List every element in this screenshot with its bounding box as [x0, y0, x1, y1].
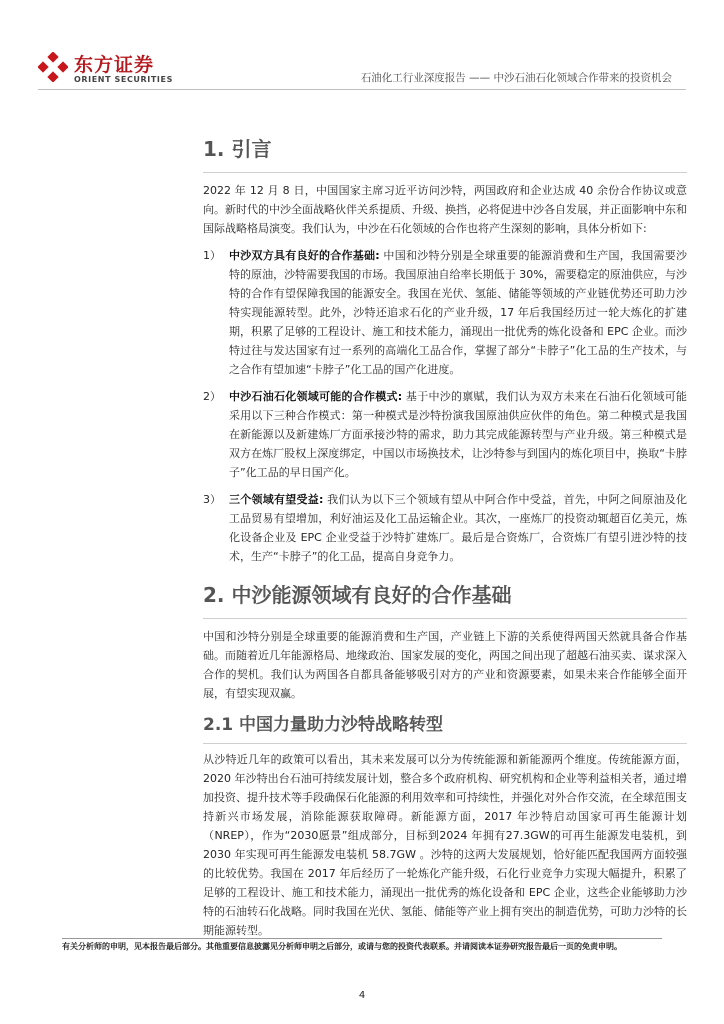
logo-chinese-name: 东方证券: [74, 54, 155, 76]
section-2-rule: [203, 618, 687, 619]
list-item: [203, 246, 687, 379]
section-1-intro: 2022 年 12 月 8 日，中国国家主席习近平访问沙特，两国政府和企业达成 40 余份合作协议或意向。新时代的中沙全面战略伙伴关系提质、升级、换挡，必将促进中沙各自发展，并正面影响中东和国际战略格局演变。我们认为，中沙在石化领域的合作也将产生深刻的影响，具体分析如下:: [203, 184, 687, 235]
report-title: 石油化工行业深度报告 —— 中沙石油石化领域合作带来的投资机会: [360, 72, 672, 84]
list-item-body: 中国和沙特分别是全球重要的能源消费和生产国，我国需要沙特的原油，沙特需要我国的市场。我国原油自给率长期低于 30%，需要稳定的原油供应，与沙特的合作有望保障我国的能源安全。我国在光伏、氢能、储能等领域的产业链优势还可助力沙特实现能源转型。此外，沙特还追求石化的产业升级，17 年后我国经历过一轮大炼化的扩建期，积累了足够的工程设计、施工和技术能力，涌现出一批优秀的炼化设备和 EPC 企业。而沙特过往与发达国家有过一系列的高端化工品合作，掌握了部分“卡脖子”化工品的生产技术，与之合作有望加速“卡脖子”化工品的国产化进度。: [229, 249, 687, 376]
section-2-heading: 2. 中沙能源领域有良好的合作基础: [203, 583, 512, 607]
list-item-text: [229, 387, 687, 482]
list-item-body: 基于中沙的禀赋，我们认为双方未来在石油石化领域可能采用以下三种合作模式：第一种模式是沙特扮演我国原油供应伙伴的角色。第二种模式是我国在新能源以及新建炼厂方面承接沙特的需求，助力其完成能源转型与产业升级。第三种模式是双方在炼厂股权上深度绑定，中国以市场换技术，让沙特参与到国内的炼化项目中，换取“卡脖子”化工品的早日国产化。: [229, 390, 687, 479]
logo-english-name: ORIENT SECURITIES: [74, 75, 173, 84]
subsection-2-1-text: 从沙特近几年的政策可以看出，其未来发展可以分为传统能源和新能源两个维度。传统能源方面，2020 年沙特出台石油可持续发展计划，整合多个政府机构、研究机构和企业等利益相关者，通过增加投资、提升技术等手段确保石化能源的利用效率和可持续性，并强化对外合作交流，在全球范围支持新兴市场发展，消除能源获取障碍。新能源方面，2017 年沙特启动国家可再生能源计划（NREP），作为“2030愿景”组成部分，目标到2024 年拥有27.3GW的可再生能源发电装机，到 2030 年实现可再生能源发电装机 58.7GW 。沙特的这两大发展规划，恰好能匹配我国两方面较强的比较优势。我国在 2017 年后经历了一轮炼化产能升级，石化行业竞争力实现大幅提升，积累了足够的工程设计、施工和技术能力，涌现出一批优秀的炼化设备和 EPC 企业，这些企业能够助力沙特的石油转石化战略。同时我国在光伏、氢能、储能等产业上拥有突出的制造优势，可助力沙特的长期能源转型。: [203, 753, 687, 937]
section-2-intro: 中国和沙特分别是全球重要的能源消费和生产国，产业链上下游的关系使得两国天然就具备合作基础。而随着近几年能源格局、地缘政治、国家发展的变化，两国之间出现了超越石油买卖、谋求深入合作的契机。我们认为两国各自都具备能够吸引对方的产业和资源要素，如果未来合作能够全面开展，有望实现双赢。: [203, 630, 687, 700]
list-item-lead: 三个领域有望受益:: [229, 493, 324, 506]
list-item-body: 我们认为以下三个领域有望从中阿合作中受益，首先，中阿之间原油及化工品贸易有望增加，利好油运及化工品运输企业。其次，一座炼厂的投资动辄超百亿美元，炼化设备企业及 EPC 企业受益于沙特扩建炼厂。最后是合资炼厂，合资炼厂有望引进沙特的技术，生产“卡脖子”的化工品，提高自身竞争力。: [229, 493, 687, 563]
orient-securities-logo-icon: [38, 52, 68, 82]
list-item: [203, 387, 687, 482]
list-item-lead: 中沙石油石化领域可能的合作模式:: [229, 390, 403, 403]
subsection-2-1-rule: [203, 743, 687, 744]
section-1-rule: [203, 172, 687, 173]
section-1-heading: 1. 引言: [203, 137, 272, 161]
page-number: 4: [358, 990, 366, 1001]
page-header: [38, 48, 686, 98]
list-item-text: [229, 246, 687, 379]
footer-divider: [62, 938, 662, 939]
list-item-number: 3）: [203, 493, 221, 506]
subsection-2-1-heading: 2.1 中国力量助力沙特战略转型: [203, 715, 444, 735]
main-content: [203, 134, 687, 948]
list-item-lead: 中沙双方具有良好的合作基础:: [229, 249, 380, 262]
header-divider: [38, 89, 686, 90]
list-item-text: [229, 490, 687, 566]
footer-disclaimer: 有关分析师的申明，见本报告最后部分。其他重要信息披露见分析师申明之后部分，或请与您的投资代表联系。并请阅读本证券研究报告最后一页的免责申明。: [62, 942, 622, 951]
list-item: [203, 490, 687, 566]
list-item-number: 1）: [203, 249, 221, 262]
list-item-number: 2）: [203, 390, 221, 403]
